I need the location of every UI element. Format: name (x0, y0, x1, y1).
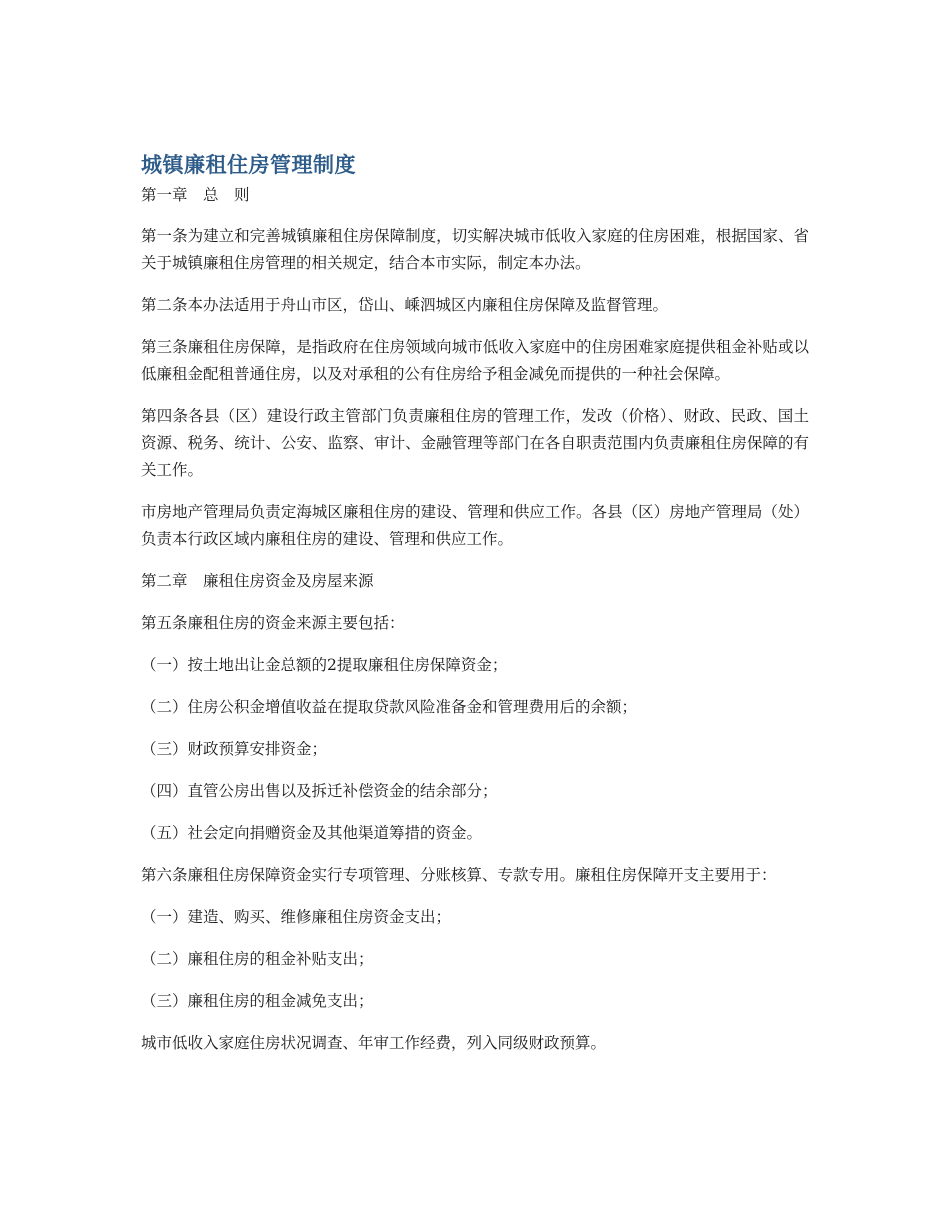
chapter-heading: 第二章 廉租住房资金及房屋来源 (141, 572, 374, 590)
article-paragraph: 第三条廉租住房保障，是指政府在住房领域向城市低收入家庭中的住房困难家庭提供租金补贴或以低廉租金配租普通住房，以及对承租的公有住房给予租金减免而提供的一种社会保障。 (141, 338, 809, 383)
list-item: （五）社会定向捐赠资金及其他渠道筹措的资金。 (141, 824, 483, 842)
document-title: 城镇廉租住房管理制度 (141, 153, 356, 177)
list-item: （一）按土地出让金总额的2提取廉租住房保障资金； (141, 656, 508, 674)
list-item: （二）廉租住房的租金补贴支出； (141, 950, 374, 968)
article-paragraph: 第二条本办法适用于舟山市区，岱山、嵊泗城区内廉租住房保障及监督管理。 (141, 296, 669, 314)
list-item: （二）住房公积金增值收益在提取贷款风险准备金和管理费用后的余额； (141, 698, 638, 716)
list-item: （一）建造、购买、维修廉租住房资金支出； (141, 908, 452, 926)
article-paragraph: 第五条廉租住房的资金来源主要包括： (141, 614, 405, 632)
article-paragraph: 第四条各县（区）建设行政主管部门负责廉租住房的管理工作，发改（价格）、财政、民政、国土资源、税务、统计、公安、监察、审计、金融管理等部门在各自职责范围内负责廉租住房保障的有关工作。 (141, 407, 809, 479)
chapter-heading: 第一章 总 则 (141, 186, 250, 204)
list-item: （三）财政预算安排资金； (141, 740, 328, 758)
article-paragraph: 城市低收入家庭住房状况调查、年审工作经费，列入同级财政预算。 (141, 1034, 607, 1052)
document-page (141, 150, 809, 1072)
article-paragraph: 市房地产管理局负责定海城区廉租住房的建设、管理和供应工作。各县（区）房地产管理局（处）负责本行政区域内廉租住房的建设、管理和供应工作。 (141, 503, 809, 548)
article-paragraph: 第六条廉租住房保障资金实行专项管理、分账核算、专款专用。廉租住房保障开支主要用于： (141, 866, 777, 884)
list-item: （三）廉租住房的租金减免支出； (141, 992, 374, 1010)
article-paragraph: 第一条为建立和完善城镇廉租住房保障制度，切实解决城市低收入家庭的住房困难，根据国家、省关于城镇廉租住房管理的相关规定，结合本市实际，制定本办法。 (141, 227, 809, 272)
list-item: （四）直管公房出售以及拆迁补偿资金的结余部分； (141, 782, 498, 800)
